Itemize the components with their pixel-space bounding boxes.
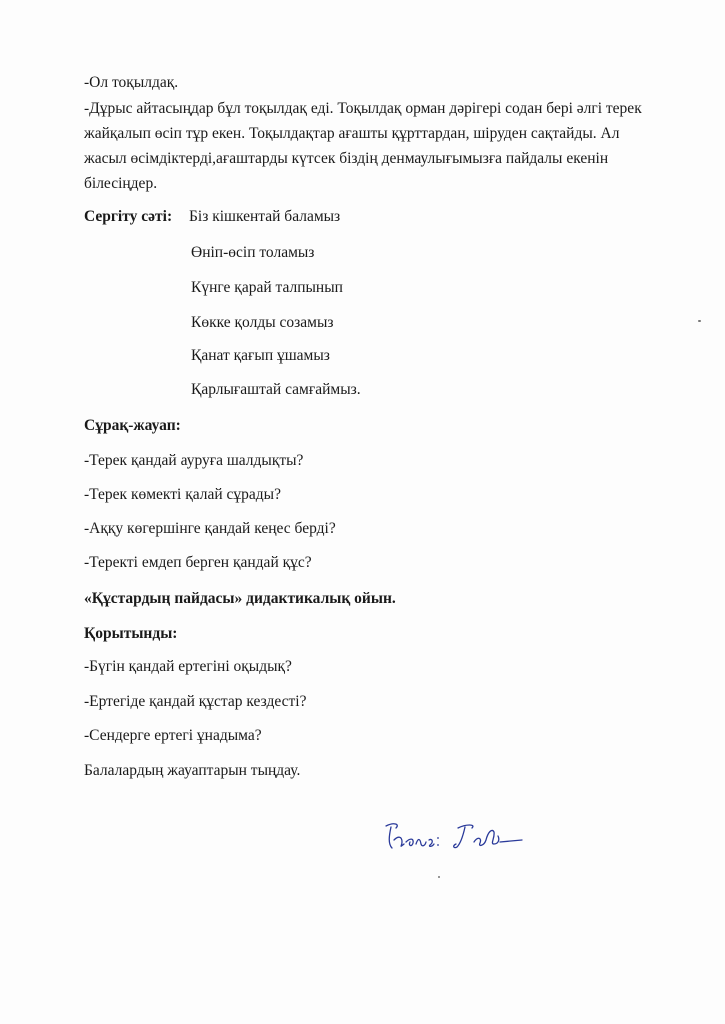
intro-line: -Ол тоқылдақ. [84,74,179,91]
qa-question: -Терек көмекті қалай сұрады? [84,486,281,503]
story-paragraph: -Дұрыс айтасыңдар бұл тоқылдақ еді. Тоқылдақ орман дәрігері содан бері әлгі терек жайқалып өсіп тұр екен. Тоқылдақтар ағашты құрттардан, шіруден сақтайды. Ал жасыл өсімдіктерді,ағаштарды күтсек біздің денмаулығымызға пайдалы екенін білесіңдер. [84,100,642,192]
verse-line: Қанат қағып ұшамыз [191,347,330,364]
exercise-label: Сергіту сәті: [84,208,173,225]
verse-line: Көкке қолды созамыз [191,314,334,331]
qa-question: -Терек қандай ауруға шалдықты? [84,452,304,469]
exercise-first-line: Біз кішкентай баламыз [189,208,341,225]
conclusion-question: -Ертегіде қандай құстар кездесті? [84,693,307,710]
qa-heading: Сұрақ-жауап: [84,417,181,434]
verse-line: Өніп-өсіп толамыз [191,244,315,261]
qa-question: -Теректі емдеп берген қандай құс? [84,554,312,571]
game-title: «Құстардың пайдасы» дидактикалық ойын. [84,590,396,607]
handwritten-signature [380,818,530,858]
scan-speck [698,320,701,322]
conclusion-question: -Бүгін қандай ертегіні оқыдық? [84,658,292,675]
verse-line: Қарлығаштай самғаймыз. [191,381,361,398]
conclusion-final: Балалардың жауаптарын тыңдау. [84,762,301,779]
conclusion-heading: Қорытынды: [84,625,178,642]
verse-line: Күнге қарай талпынып [191,279,343,296]
conclusion-question: -Сендерге ертегі ұнадыма? [84,727,262,744]
qa-question: -Аққу көгершінге қандай кеңес берді? [84,520,336,537]
scan-speck [438,876,440,878]
